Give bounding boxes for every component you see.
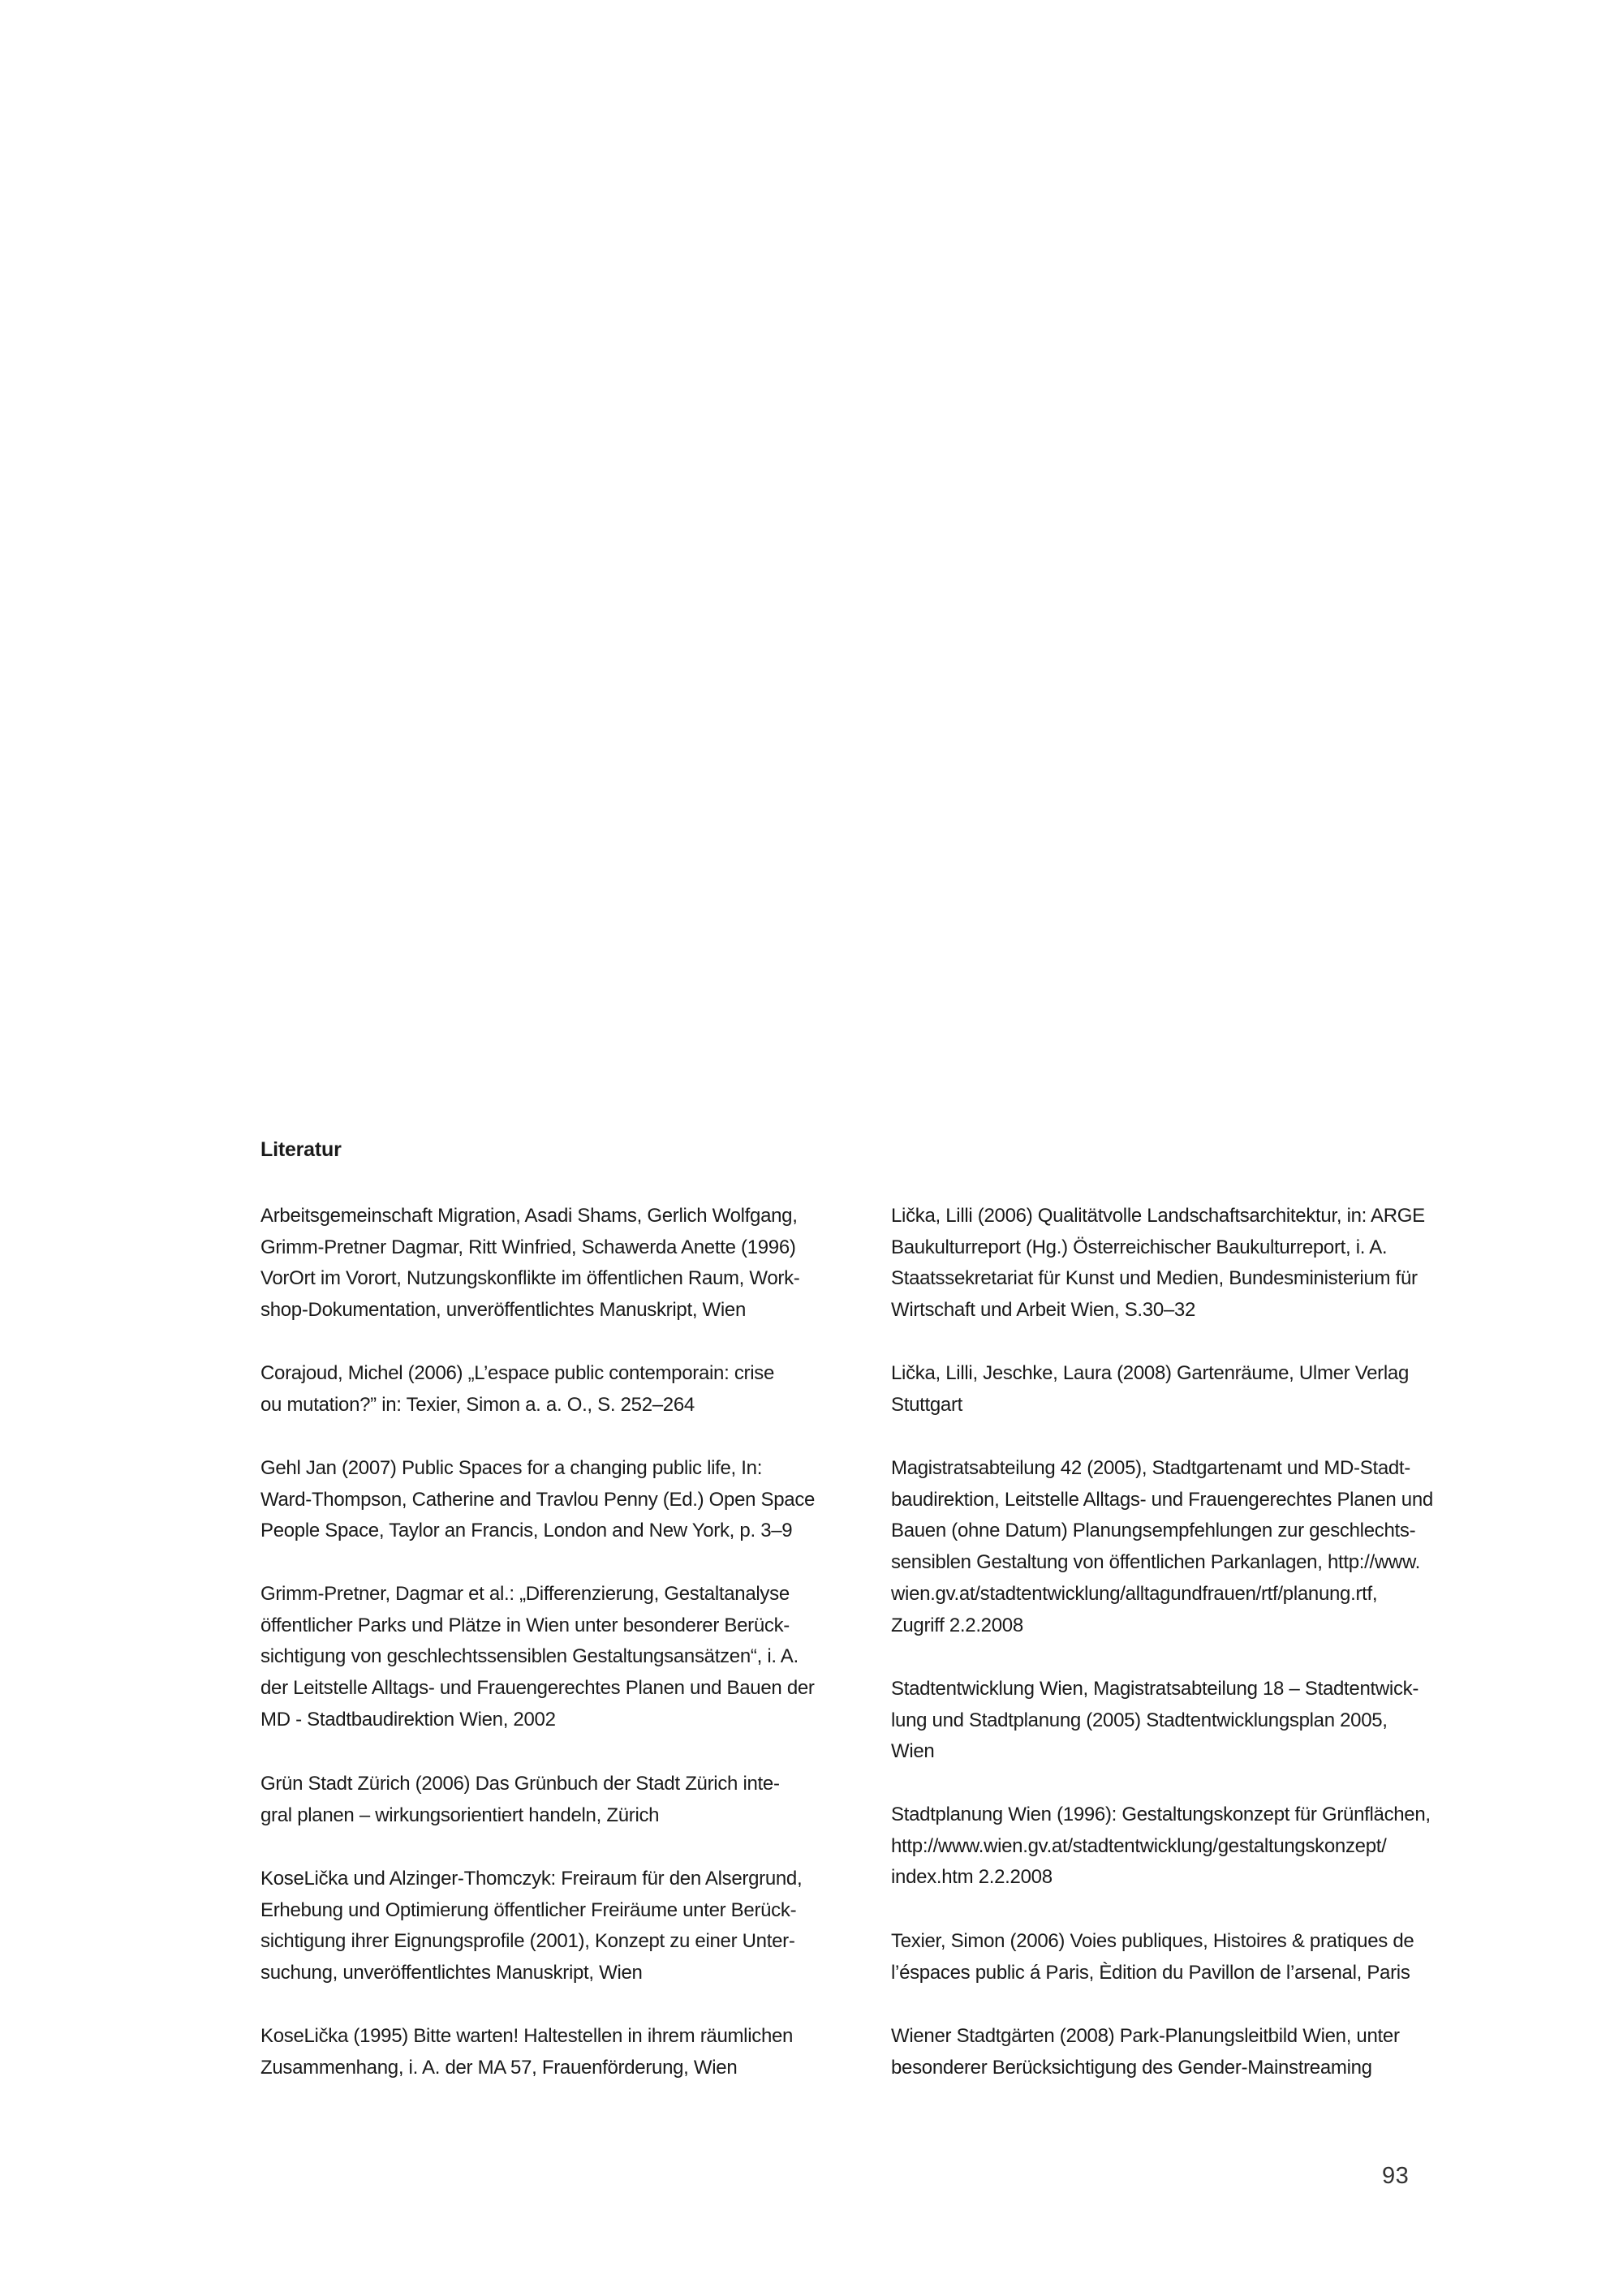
reference-line: lung und Stadtplanung (2005) Stadtentwicklungsplan 2005, [891,1709,1388,1731]
reference-line: baudirektion, Leitstelle Alltags- und Frauengerechtes Planen und [891,1488,1433,1511]
reference-line: Corajoud, Michel (2006) „L’espace public contemporain: crise [260,1362,775,1384]
reference-line: Stuttgart [891,1393,963,1416]
reference-line: Erhebung und Optimierung öffentlicher Freiräume unter Berück- [260,1898,797,1921]
reference-line: Stadtentwicklung Wien, Magistratsabteilung 18 – Stadtentwick- [891,1678,1419,1700]
reference-line: wien.gv.at/stadtentwicklung/alltagundfrauen/rtf/planung.rtf, [891,1582,1378,1605]
page-number: 93 [1382,2163,1410,2189]
reference-line: http://www.wien.gv.at/stadtentwicklung/gestaltungskonzept/ [891,1834,1387,1857]
reference-line: suchung, unveröffentlichtes Manuskript, Wien [260,1962,643,1984]
reference-line: sichtigung von geschlechtssensiblen Gestaltungsansätzen“, i. A. [260,1645,799,1668]
reference-line: People Space, Taylor an Francis, London and New York, p. 3–9 [260,1520,793,1542]
reference-entry [891,1201,1425,1326]
reference-line: Zusammenhang, i. A. der MA 57, Frauenförderung, Wien [260,2056,738,2079]
reference-line: der Leitstelle Alltags- und Frauengerechtes Planen und Bauen der [260,1677,815,1700]
reference-entry [891,1799,1431,1894]
reference-line: gral planen – wirkungsorientiert handeln, Zürich [260,1804,660,1826]
reference-line: KoseLička und Alzinger-Thomczyk: Freiraum für den Alsergrund, [260,1868,803,1890]
reference-line: Magistratsabteilung 42 (2005), Stadtgartenamt und MD-Stadt- [891,1457,1410,1479]
reference-line: Wien [891,1740,935,1763]
reference-line: l’éspaces public á Paris, Èdition du Pavillon de l’arsenal, Paris [891,1961,1410,1984]
reference-entry [260,2021,793,2083]
reference-line: öffentlicher Parks und Plätze in Wien unter besonderer Berück- [260,1614,790,1636]
reference-line: MD - Stadtbaudirektion Wien, 2002 [260,1708,556,1731]
reference-line: Wirtschaft und Arbeit Wien, S.30–32 [891,1299,1196,1322]
reference-entry [891,1674,1419,1768]
reference-line: shop-Dokumentation, unveröffentlichtes Manuskript, Wien [260,1299,747,1322]
reference-line: sichtigung ihrer Eignungsprofile (2001), Konzept zu einer Unter- [260,1930,795,1953]
reference-line: Stadtplanung Wien (1996): Gestaltungskonzept für Grünflächen, [891,1804,1431,1825]
reference-line: Staatssekretariat für Kunst und Medien, Bundesministerium für [891,1267,1418,1290]
reference-line: Baukulturreport (Hg.) Österreichischer Baukulturreport, i. A. [891,1236,1388,1258]
reference-line: Arbeitsgemeinschaft Migration, Asadi Shams, Gerlich Wolfgang, [260,1205,798,1227]
reference-line: sensiblen Gestaltung von öffentlichen Parkanlagen, http://www. [891,1551,1421,1574]
reference-entry [260,1201,799,1326]
reference-line: KoseLička (1995) Bitte warten! Haltestellen in ihrem räumlichen [260,2025,794,2047]
reference-line: Texier, Simon (2006) Voies publiques, Histoires & pratiques de [891,1930,1414,1952]
reference-line: Bauen (ohne Datum) Planungsempfehlungen zur geschlechts- [891,1520,1416,1542]
reference-entry [260,1358,774,1421]
reference-entry [260,1579,815,1736]
reference-line: Lička, Lilli (2006) Qualitätvolle Landschaftsarchitektur, in: ARGE [891,1205,1425,1227]
reference-line: besonderer Berücksichtigung des Gender-Mainstreaming [891,2056,1372,2079]
reference-entry [891,1926,1414,1989]
reference-line: index.htm 2.2.2008 [891,1866,1053,1889]
reference-line: Wiener Stadtgärten (2008) Park-Planungsleitbild Wien, unter [891,2025,1400,2047]
reference-entry [260,1864,802,1989]
reference-line: Grün Stadt Zürich (2006) Das Grünbuch der Stadt Zürich inte- [260,1773,780,1795]
reference-line: Lička, Lilli, Jeschke, Laura (2008) Gartenräume, Ulmer Verlag [891,1362,1409,1384]
reference-entry [260,1769,780,1831]
reference-line: Gehl Jan (2007) Public Spaces for a changing public life, In: [260,1457,763,1479]
reference-line: ou mutation?” in: Texier, Simon a. a. O., S. 252–264 [260,1393,695,1416]
reference-entry [260,1453,815,1547]
reference-line: Zugriff 2.2.2008 [891,1614,1023,1636]
reference-entry [891,1453,1433,1641]
section-heading: Literatur [260,1138,342,1161]
reference-line: Ward-Thompson, Catherine and Travlou Penny (Ed.) Open Space [260,1488,816,1511]
reference-entry [891,2021,1400,2083]
reference-line: Grimm-Pretner Dagmar, Ritt Winfried, Schawerda Anette (1996) [260,1236,796,1258]
reference-line: VorOrt im Vorort, Nutzungskonflikte im öffentlichen Raum, Work- [260,1267,800,1290]
reference-line: Grimm-Pretner, Dagmar et al.: „Differenzierung, Gestaltanalyse [260,1583,790,1605]
reference-entry [891,1358,1409,1421]
